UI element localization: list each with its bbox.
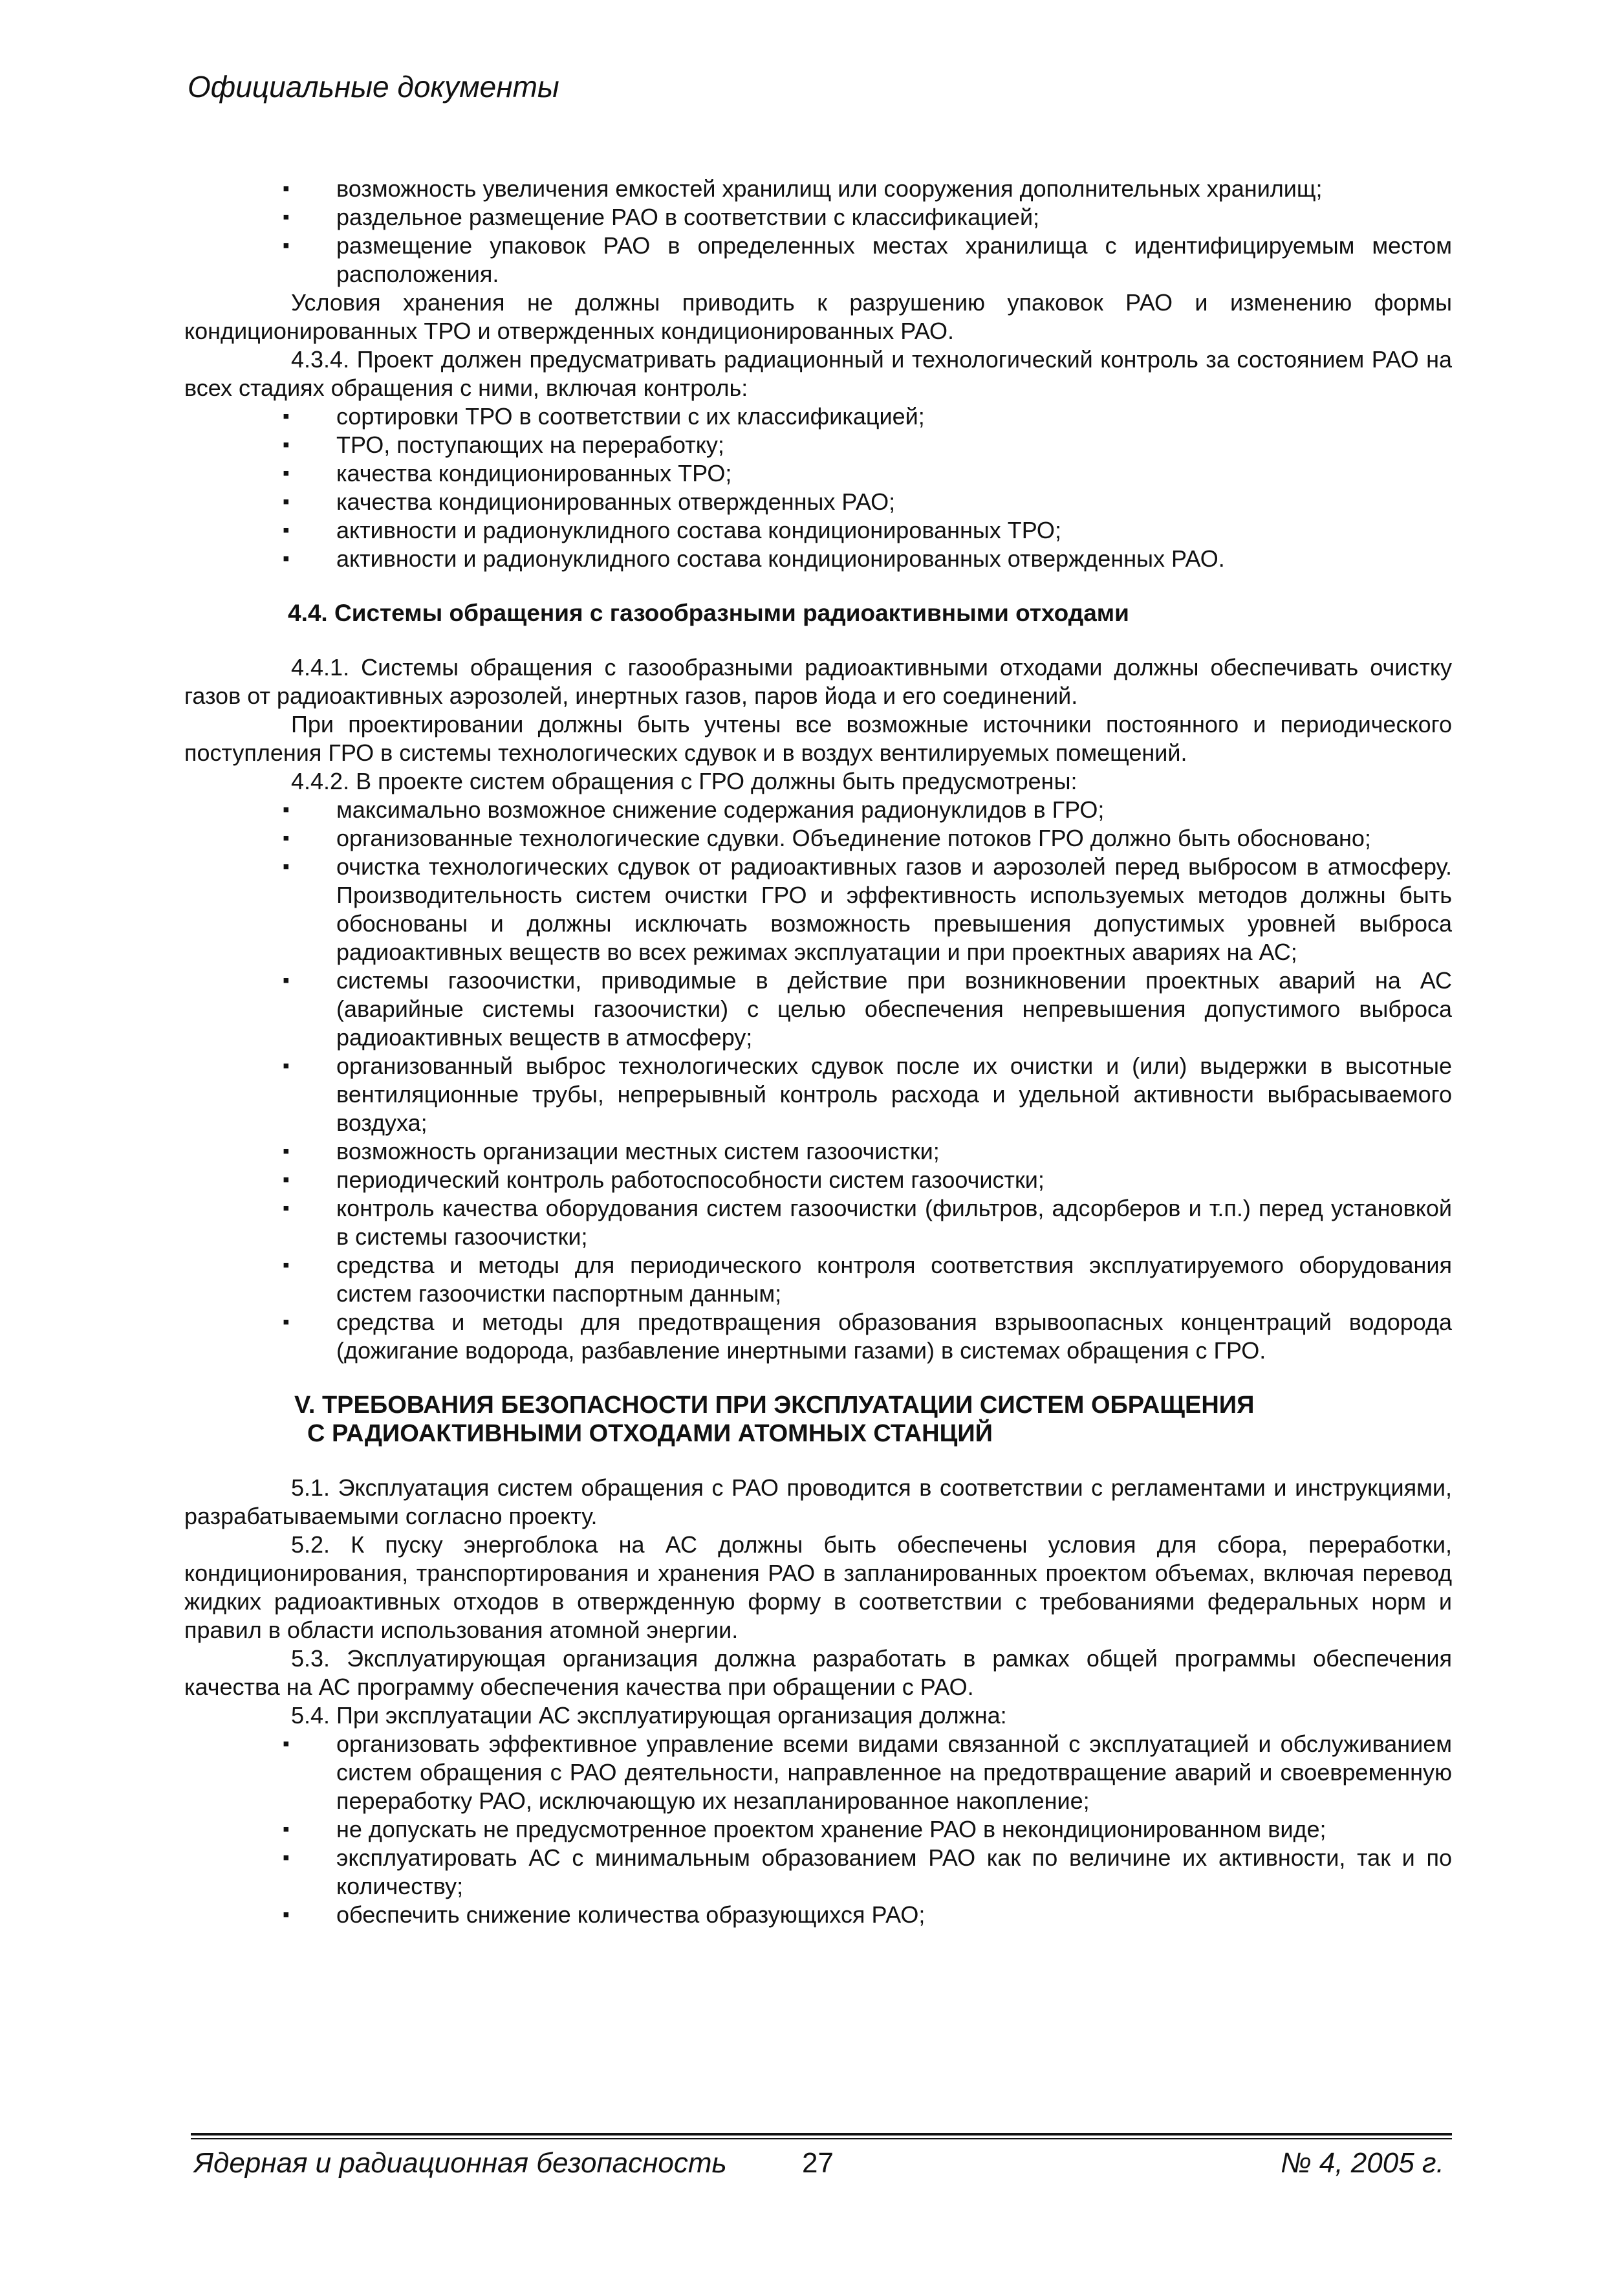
subsection-heading: 4.4. Системы обращения с газообразными радиоактивными отходами <box>288 600 1129 626</box>
list-item: ▪ организовать эффективное управление всеми видами связанной с эксплуатацией и обслуживанием систем обращения с РАО деятельности, направленное на предотвращение аварий и своевременную переработку РАО, исключающую их незапланированное накопление; <box>184 1730 1452 1815</box>
document-body <box>184 175 1452 1929</box>
list-item: ▪ размещение упаковок РАО в определенных местах хранилища с идентифицируемым местом расположения. <box>184 232 1452 289</box>
list-item: ▪ сортировки ТРО в соответствии с их классификацией; <box>184 402 1452 431</box>
list-item: ▪ активности и радионуклидного состава кондиционированных отвержденных РАО. <box>184 545 1452 573</box>
list-item: ▪ раздельное размещение РАО в соответствии с классификацией; <box>184 203 1452 232</box>
list-item: ▪ эксплуатировать АС с минимальным образованием РАО как по величине их активности, так и по количеству; <box>184 1844 1452 1901</box>
paragraph: 4.4.2. В проекте систем обращения с ГРО должны быть предусмотрены: <box>291 768 1077 794</box>
footer-page-number: 27 <box>802 2147 834 2179</box>
footer-rule-thin <box>191 2138 1452 2139</box>
paragraph: 5.3. Эксплуатирующая организация должна разработать в рамках общей программы обеспечения качества на АС программу обеспечения качества при обращении с РАО. <box>184 1645 1452 1700</box>
page-header: Официальные документы <box>188 70 559 104</box>
list-item: ▪ активности и радионуклидного состава кондиционированных ТРО; <box>184 516 1452 545</box>
section-heading-line-2: С РАДИОАКТИВНЫМИ ОТХОДАМИ АТОМНЫХ СТАНЦИЙ <box>307 1420 993 1447</box>
list-item: ▪ организованный выброс технологических сдувок после их очистки и (или) выдержки в высотные вентиляционные трубы, непрерывный контроль расхода и удельной активности выбрасываемого воздуха; <box>184 1052 1452 1137</box>
list-item: ▪ качества кондиционированных отвержденных РАО; <box>184 488 1452 516</box>
list-item: ▪ ТРО, поступающих на переработку; <box>184 431 1452 459</box>
list-item: ▪ возможность увеличения емкостей хранилищ или сооружения дополнительных хранилищ; <box>184 175 1452 203</box>
paragraph: 5.2. К пуску энергоблока на АС должны быть обеспечены условия для сбора, переработки, кондиционирования, транспортирования и хранения РАО в запланированных проектом объемах, включая перевод жидких радиоактивных отходов в отвержденную форму в соответствии с требованиями федеральных норм и правил в области использования атомной энергии. <box>184 1531 1452 1643</box>
list-item: ▪ качества кондиционированных ТРО; <box>184 459 1452 488</box>
list-item: ▪ возможность организации местных систем газоочистки; <box>184 1137 1452 1166</box>
bullet-list <box>184 1730 1452 1929</box>
list-item: ▪ не допускать не предусмотренное проектом хранение РАО в некондиционированном виде; <box>184 1815 1452 1844</box>
paragraph: При проектировании должны быть учтены все возможные источники постоянного и периодического поступления ГРО в системы технологических сдувок и в воздух вентилируемых помещений. <box>184 711 1452 766</box>
list-item: ▪ средства и методы для периодического контроля соответствия эксплуатируемого оборудования систем газоочистки паспортным данным; <box>184 1251 1452 1308</box>
section-heading-line-1: V. ТРЕБОВАНИЯ БЕЗОПАСНОСТИ ПРИ ЭКСПЛУАТАЦИИ СИСТЕМ ОБРАЩЕНИЯ <box>294 1392 1255 1419</box>
list-item: ▪ контроль качества оборудования систем газоочистки (фильтров, адсорберов и т.п.) перед установкой в системы газоочистки; <box>184 1194 1452 1251</box>
list-item: ▪ максимально возможное снижение содержания радионуклидов в ГРО; <box>184 796 1452 824</box>
list-item: ▪ обеспечить снижение количества образующихся РАО; <box>184 1901 1452 1929</box>
list-item: ▪ средства и методы для предотвращения образования взрывоопасных концентраций водорода (дожигание водорода, разбавление инертными газами) в системах обращения с ГРО. <box>184 1308 1452 1365</box>
paragraph: 5.4. При эксплуатации АС эксплуатирующая организация должна: <box>291 1702 1007 1729</box>
section-heading <box>184 1391 1452 1448</box>
paragraph: Условия хранения не должны приводить к разрушению упаковок РАО и изменению формы кондиционированных ТРО и отвержденных кондиционированных РАО. <box>184 289 1452 344</box>
paragraph: 4.4.1. Системы обращения с газообразными радиоактивными отходами должны обеспечивать очистку газов от радиоактивных аэрозолей, инертных газов, паров йода и его соединений. <box>184 654 1452 709</box>
bullet-list <box>184 175 1452 289</box>
footer-issue: № 4, 2005 г. <box>1281 2147 1444 2179</box>
list-item: ▪ очистка технологических сдувок от радиоактивных газов и аэрозолей перед выбросом в атмосферу. Производительность систем очистки ГРО и эффективность используемых методов должны быть обоснованы и должны исключать возможность превышения допустимых уровней выброса радиоактивных веществ во всех режимах эксплуатации и при проектных авариях на АС; <box>184 853 1452 967</box>
bullet-list <box>184 402 1452 573</box>
list-item: ▪ системы газоочистки, приводимые в действие при возникновении проектных аварий на АС (аварийные системы газоочистки) с целью обеспечения непревышения допустимого выброса радиоактивных веществ в атмосферу; <box>184 967 1452 1052</box>
paragraph: 5.1. Эксплуатация систем обращения с РАО проводится в соответствии с регламентами и инструкциями, разрабатываемыми согласно проекту. <box>184 1474 1452 1529</box>
list-item: ▪ организованные технологические сдувки. Объединение потоков ГРО должно быть обосновано; <box>184 824 1452 853</box>
footer-journal-name: Ядерная и радиационная безопасность <box>194 2147 727 2179</box>
bullet-list <box>184 796 1452 1365</box>
footer-rule-thick <box>191 2133 1452 2136</box>
paragraph: 4.3.4. Проект должен предусматривать радиационный и технологический контроль за состоянием РАО на всех стадиях обращения с ними, включая контроль: <box>184 346 1452 401</box>
list-item: ▪ периодический контроль работоспособности систем газоочистки; <box>184 1166 1452 1194</box>
